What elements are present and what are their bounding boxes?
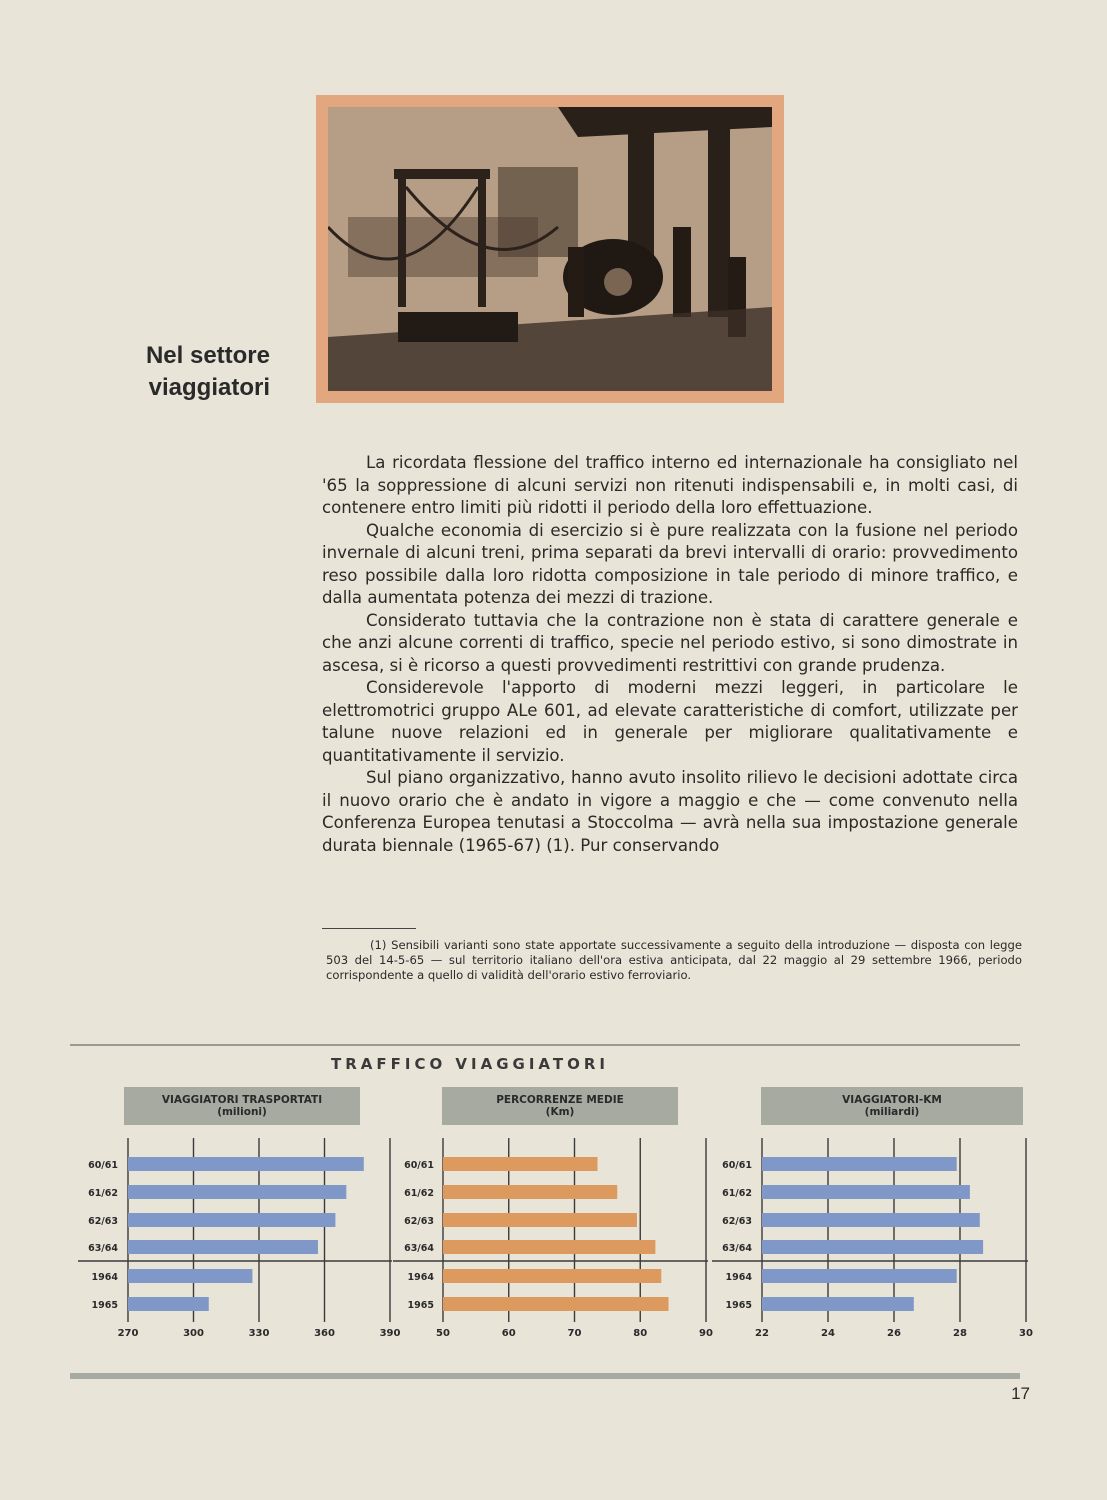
- bar: [443, 1157, 598, 1171]
- paragraph: Sul piano organizzativo, hanno avuto insolito rilievo le decisioni adottate circa il nuovo orario che è andato in vigore a maggio e che — come convenuto nella Conferenza Europea tenutasi a Stoccolma — avrà nella sua impostazione generale durata biennale (1965-67) (1). Pur conservando: [322, 768, 1018, 855]
- x-tick-label: 28: [953, 1328, 967, 1339]
- category-label: 61/62: [88, 1188, 118, 1199]
- bar: [762, 1297, 914, 1311]
- category-label: 62/63: [722, 1216, 752, 1227]
- bar: [762, 1157, 957, 1171]
- page-number: 17: [1011, 1384, 1030, 1403]
- category-label: 60/61: [722, 1160, 752, 1171]
- bar: [443, 1269, 661, 1283]
- x-tick-label: 24: [821, 1328, 835, 1339]
- panel-unit: (milioni): [217, 1106, 267, 1118]
- panel-unit: (miliardi): [864, 1106, 920, 1118]
- x-tick-label: 80: [633, 1328, 648, 1339]
- paragraph: Qualche economia di esercizio si è pure realizzata con la fusione nel periodo invernale di alcuni treni, prima separati da brevi intervalli di orario: provvedimento reso possibile dalla loro ridotta composizione in tale periodo di minore traffico, e dalla aumentata potenza dei mezzi di trazione.: [322, 520, 1018, 607]
- bar: [443, 1297, 669, 1311]
- bar: [762, 1269, 957, 1283]
- category-label: 1964: [91, 1272, 118, 1283]
- x-tick-label: 22: [755, 1328, 769, 1339]
- bar: [443, 1213, 637, 1227]
- category-label: 60/61: [404, 1160, 434, 1171]
- category-label: 62/63: [404, 1216, 434, 1227]
- category-label: 1964: [407, 1272, 434, 1283]
- bar: [762, 1240, 983, 1254]
- bar: [128, 1297, 209, 1311]
- bar: [443, 1185, 617, 1199]
- heading-line-2: viaggiatori: [148, 374, 270, 401]
- x-tick-label: 26: [887, 1328, 901, 1339]
- panel-title: PERCORRENZE MEDIE: [496, 1094, 624, 1106]
- category-label: 1965: [407, 1300, 434, 1311]
- paragraph: Considerevole l'apporto di moderni mezzi leggeri, in particolare le elettromotrici gruppo ALe 601, ad elevate caratteristiche di comfort, utilizzate per talune nuove relazioni ed in generale per migliorare qualitativamente e quantitativamente il servizio.: [322, 678, 1018, 765]
- bar: [443, 1240, 655, 1254]
- category-label: 1965: [725, 1300, 752, 1311]
- x-tick-label: 390: [379, 1328, 401, 1339]
- bar: [762, 1185, 970, 1199]
- category-label: 1965: [91, 1300, 118, 1311]
- x-tick-label: 360: [314, 1328, 335, 1339]
- category-label: 61/62: [722, 1188, 752, 1199]
- bar: [128, 1240, 318, 1254]
- category-label: 62/63: [88, 1216, 118, 1227]
- bar: [128, 1185, 346, 1199]
- x-tick-label: 270: [117, 1328, 139, 1339]
- category-label: 60/61: [88, 1160, 118, 1171]
- chart-bottom-rule: [70, 1373, 1020, 1379]
- bar: [128, 1269, 252, 1283]
- panel-title: VIAGGIATORI TRASPORTATI: [161, 1094, 323, 1106]
- paragraph: Considerato tuttavia che la contrazione non è stata di carattere generale e che anzi alcune correnti di traffico, specie nel periodo estivo, si sono dimostrate in ascesa, si è ricorso a questi provvedimenti restrittivi con grande prudenza.: [322, 610, 1018, 675]
- x-tick-label: 70: [567, 1328, 582, 1339]
- category-label: 63/64: [404, 1243, 434, 1254]
- heading-line-1: Nel settore: [145, 342, 270, 369]
- x-tick-label: 90: [699, 1328, 713, 1339]
- category-label: 63/64: [88, 1243, 118, 1254]
- bar: [762, 1213, 980, 1227]
- x-tick-label: 330: [248, 1328, 270, 1339]
- x-tick-label: 50: [436, 1328, 450, 1339]
- bar: [128, 1213, 335, 1227]
- category-label: 63/64: [722, 1243, 752, 1254]
- x-tick-label: 300: [183, 1328, 204, 1339]
- paragraph: La ricordata flessione del traffico interno ed internazionale ha consigliato nel '65 la soppressione di alcuni servizi non ritenuti indispensabili e, in molti casi, di contenere entro limiti più ridotti il periodo della loro effettuazione.: [322, 453, 1018, 517]
- chart-section-title: TRAFFICO VIAGGIATORI: [330, 1055, 609, 1073]
- category-label: 1964: [725, 1272, 752, 1283]
- category-label: 61/62: [404, 1188, 434, 1199]
- footnote: (1) Sensibili varianti sono state apportate successivamente a seguito della introduzione — disposta con legge 503 del 14-5-65 — sul territorio italiano dell'ora estiva anticipata, dal 22 maggio al 29 settembre 1966, periodo corrispondente a quello di validità dell'orario estivo ferroviario.: [326, 938, 1022, 982]
- panel-title: VIAGGIATORI-KM: [842, 1094, 942, 1106]
- x-tick-label: 30: [1019, 1328, 1033, 1339]
- x-tick-label: 60: [501, 1328, 516, 1339]
- panel-unit: (Km): [545, 1106, 575, 1118]
- bar: [128, 1157, 364, 1171]
